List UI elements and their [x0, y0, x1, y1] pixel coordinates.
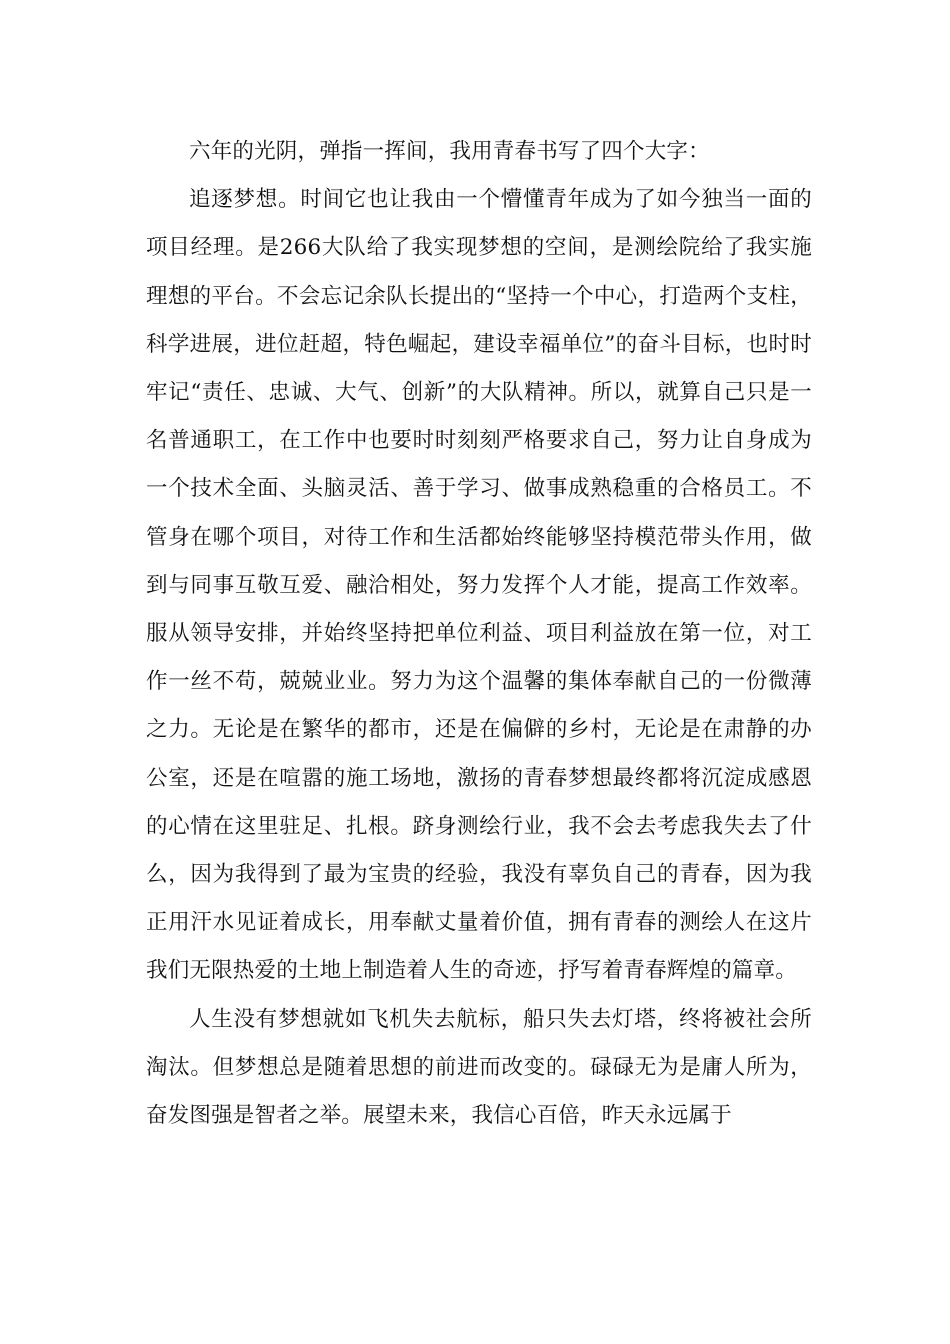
paragraph-2: 追逐梦想。时间它也让我由一个懵懂青年成为了如今独当一面的项目经理。是266大队给了我实现梦想的空间，是测绘院给了我实施理想的平台。不会忘记余队长提出的“坚持一个中心，打造两个支柱，科学进展，进位赶超，特色崛起，建设幸福单位”的奋斗目标，也时时牢记“责任、忠诚、大气、创新”的大队精神。所以，就算自己只是一名普通职工，在工作中也要时时刻刻严格要求自己，努力让自身成为一个技术全面、头脑灵活、善于学习、做事成熟稳重的合格员工。不管身在哪个项目，对待工作和生活都始终能够坚持模范带头作用，做到与同事互敬互爱、融洽相处，努力发挥个人才能，提高工作效率。服从领导安排，并始终坚持把单位利益、项目利益放在第一位，对工作一丝不苟，兢兢业业。努力为这个温馨的集体奉献自己的一份微薄之力。无论是在繁华的都市，还是在偏僻的乡村，无论是在肃静的办公室，还是在喧嚣的施工场地，激扬的青春梦想最终都将沉淀成感恩的心情在这里驻足、扎根。跻身测绘行业，我不会去考虑我失去了什么，因为我得到了最为宝贵的经验，我没有辜负自己的青春，因为我正用汗水见证着成长，用奉献丈量着价值，拥有青春的测绘人在这片我们无限热爱的土地上制造着人生的奇迹，抒写着青春辉煌的篇章。 — [146, 187, 812, 984]
document-body — [146, 128, 812, 1140]
paragraph-3: 人生没有梦想就如飞机失去航标，船只失去灯塔，终将被社会所淘汰。但梦想总是随着思想的前进而改变的。碌碌无为是庸人所为，奋发图强是智者之举。展望未来，我信心百倍，昨天永远属于 — [146, 1006, 812, 1129]
paragraph-1: 六年的光阴，弹指一挥间，我用青春书写了四个大字： — [189, 139, 710, 164]
